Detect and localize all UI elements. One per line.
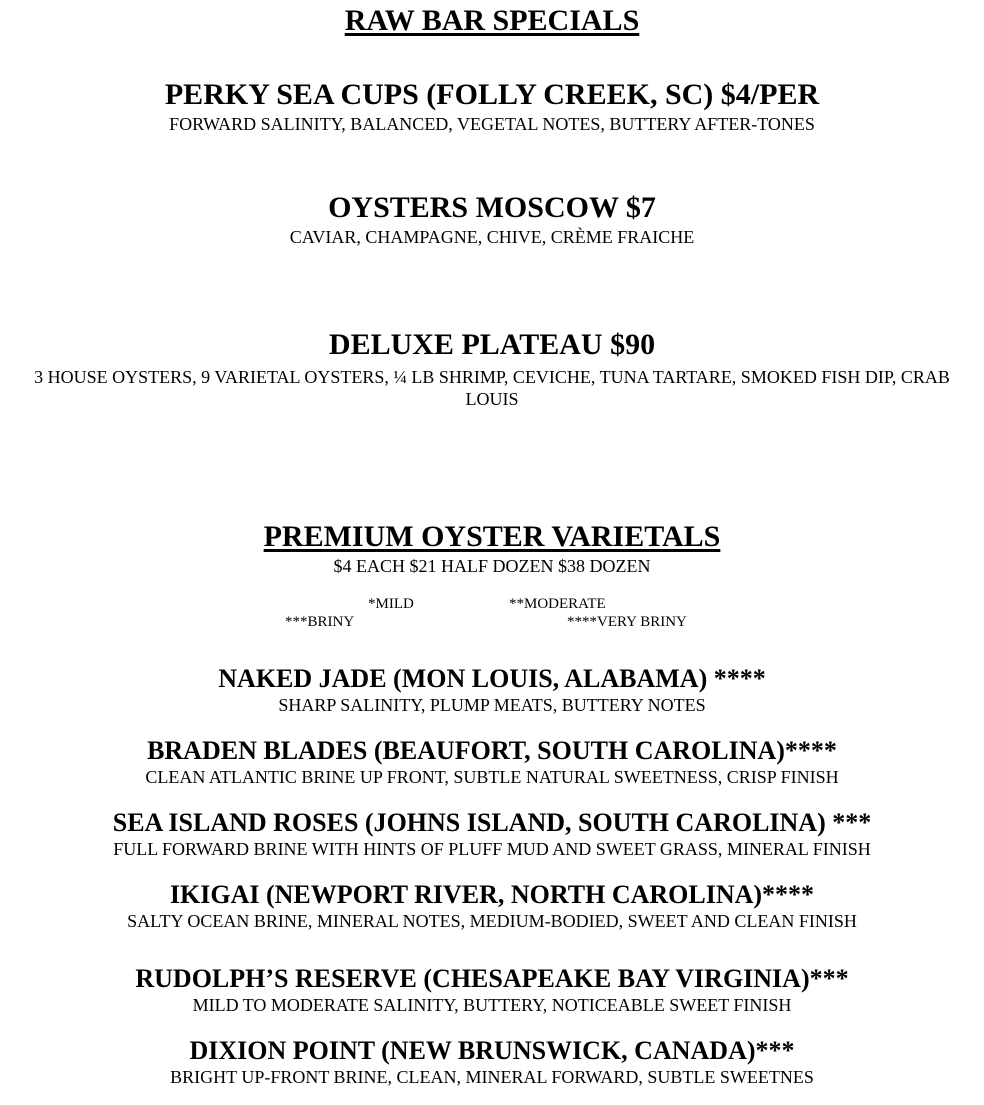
legend-briny: ***BRINY [285, 614, 355, 630]
menu-item-description: CAVIAR, CHAMPAGNE, CHIVE, CRÈME FRAICHE [289, 227, 695, 247]
oyster-description: BRIGHT UP-FRONT BRINE, CLEAN, MINERAL FORWARD, SUBTLE SWEETNES [170, 1067, 814, 1087]
oyster-description: SHARP SALINITY, PLUMP MEATS, BUTTERY NOTES [278, 695, 706, 715]
oyster-description: CLEAN ATLANTIC BRINE UP FRONT, SUBTLE NATURAL SWEETNESS, CRISP FINISH [145, 767, 839, 787]
menu-item-description: FORWARD SALINITY, BALANCED, VEGETAL NOTES, BUTTERY AFTER-TONES [169, 114, 815, 134]
oyster-name: BRADEN BLADES (BEAUFORT, SOUTH CAROLINA)**** [147, 736, 837, 765]
oyster-description: MILD TO MODERATE SALINITY, BUTTERY, NOTICEABLE SWEET FINISH [192, 995, 792, 1015]
oyster-name: RUDOLPH’S RESERVE (CHESAPEAKE BAY VIRGINIA)*** [135, 964, 849, 993]
oyster-description: FULL FORWARD BRINE WITH HINTS OF PLUFF MUD AND SWEET GRASS, MINERAL FINISH [113, 839, 871, 859]
oyster-name: NAKED JADE (MON LOUIS, ALABAMA) **** [218, 664, 766, 693]
menu-item-description: 3 HOUSE OYSTERS, 9 VARIETAL OYSTERS, ¼ LB SHRIMP, CEVICHE, TUNA TARTARE, SMOKED FISH DIP, CRAB LOUIS [34, 367, 950, 409]
premium-pricing: $4 EACH $21 HALF DOZEN $38 DOZEN [333, 556, 651, 576]
premium-title: PREMIUM OYSTER VARIETALS [263, 520, 721, 553]
legend-moderate: **MODERATE [509, 596, 606, 612]
oyster-name: DIXION POINT (NEW BRUNSWICK, CANADA)*** [189, 1036, 795, 1065]
menu-item-name: PERKY SEA CUPS (FOLLY CREEK, SC) $4/PER [164, 78, 820, 111]
menu-item-name: OYSTERS MOSCOW $7 [328, 191, 656, 224]
legend-mild: *MILD [368, 596, 414, 612]
oyster-name: IKIGAI (NEWPORT RIVER, NORTH CAROLINA)**** [169, 880, 815, 909]
oyster-description: SALTY OCEAN BRINE, MINERAL NOTES, MEDIUM-BODIED, SWEET AND CLEAN FINISH [127, 911, 857, 931]
oyster-name: SEA ISLAND ROSES (JOHNS ISLAND, SOUTH CAROLINA) *** [112, 808, 872, 837]
legend-very-briny: ****VERY BRINY [567, 614, 687, 630]
raw-bar-title: RAW BAR SPECIALS [344, 4, 640, 37]
menu-item-name: DELUXE PLATEAU $90 [328, 328, 656, 361]
